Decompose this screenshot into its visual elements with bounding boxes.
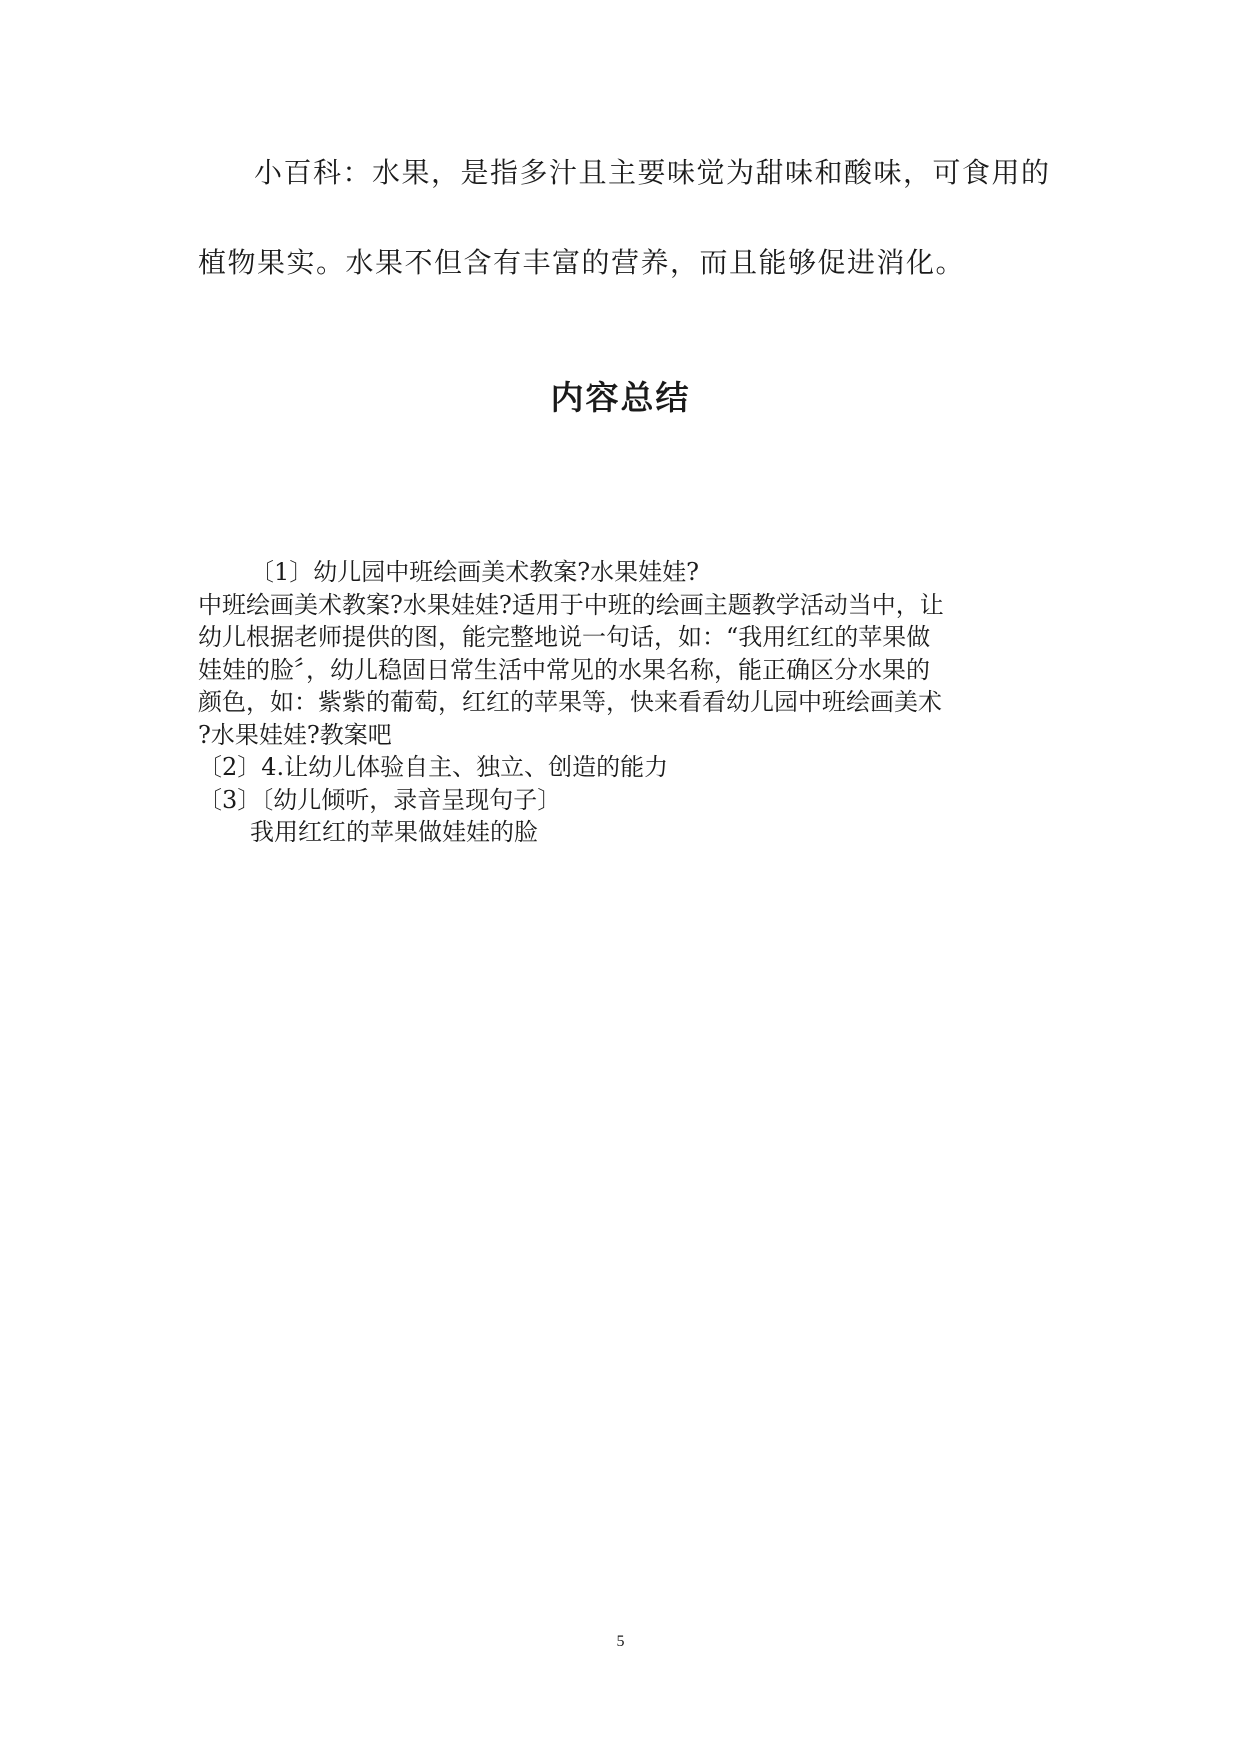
summary-item-1-title: 〔1〕幼儿园中班绘画美术教案?水果娃娃? [250, 558, 700, 586]
summary-item-2: 〔2〕4.让幼儿体验自主、独立、创造的能力 [198, 753, 669, 781]
summary-text-line: 颜色，如：紫紫的葡萄，红红的苹果等，快来看看幼儿园中班绘画美术 [198, 688, 942, 716]
summary-text-line: ?水果娃娃?教案吧 [198, 720, 392, 749]
summary-text-line: 中班绘画美术教案?水果娃娃?适用于中班的绘画主题教学活动当中，让 [198, 590, 944, 619]
summary-text-line: 幼儿根据老师提供的图，能完整地说一句话，如：“我用红红的苹果做 [198, 623, 931, 651]
summary-sentence: 我用红红的苹果做娃娃的脸 [250, 818, 538, 846]
summary-section [198, 556, 1058, 849]
section-heading: 内容总结 [550, 378, 691, 417]
summary-item-3: 〔3〕〔幼儿倾听，录音呈现句子〕 [198, 785, 562, 814]
summary-text-line: 娃娃的脸〞，幼儿稳固日常生活中常见的水果名称，能正确区分水果的 [198, 655, 930, 684]
page-number: 5 [616, 1633, 625, 1650]
intro-paragraph [198, 148, 1058, 288]
intro-line: 植物果实。水果不但含有丰富的营养，而且能够促进消化。 [198, 246, 966, 279]
intro-line: 小百科：水果，是指多汁且主要味觉为甜味和酸味，可食用的 [254, 156, 1051, 189]
